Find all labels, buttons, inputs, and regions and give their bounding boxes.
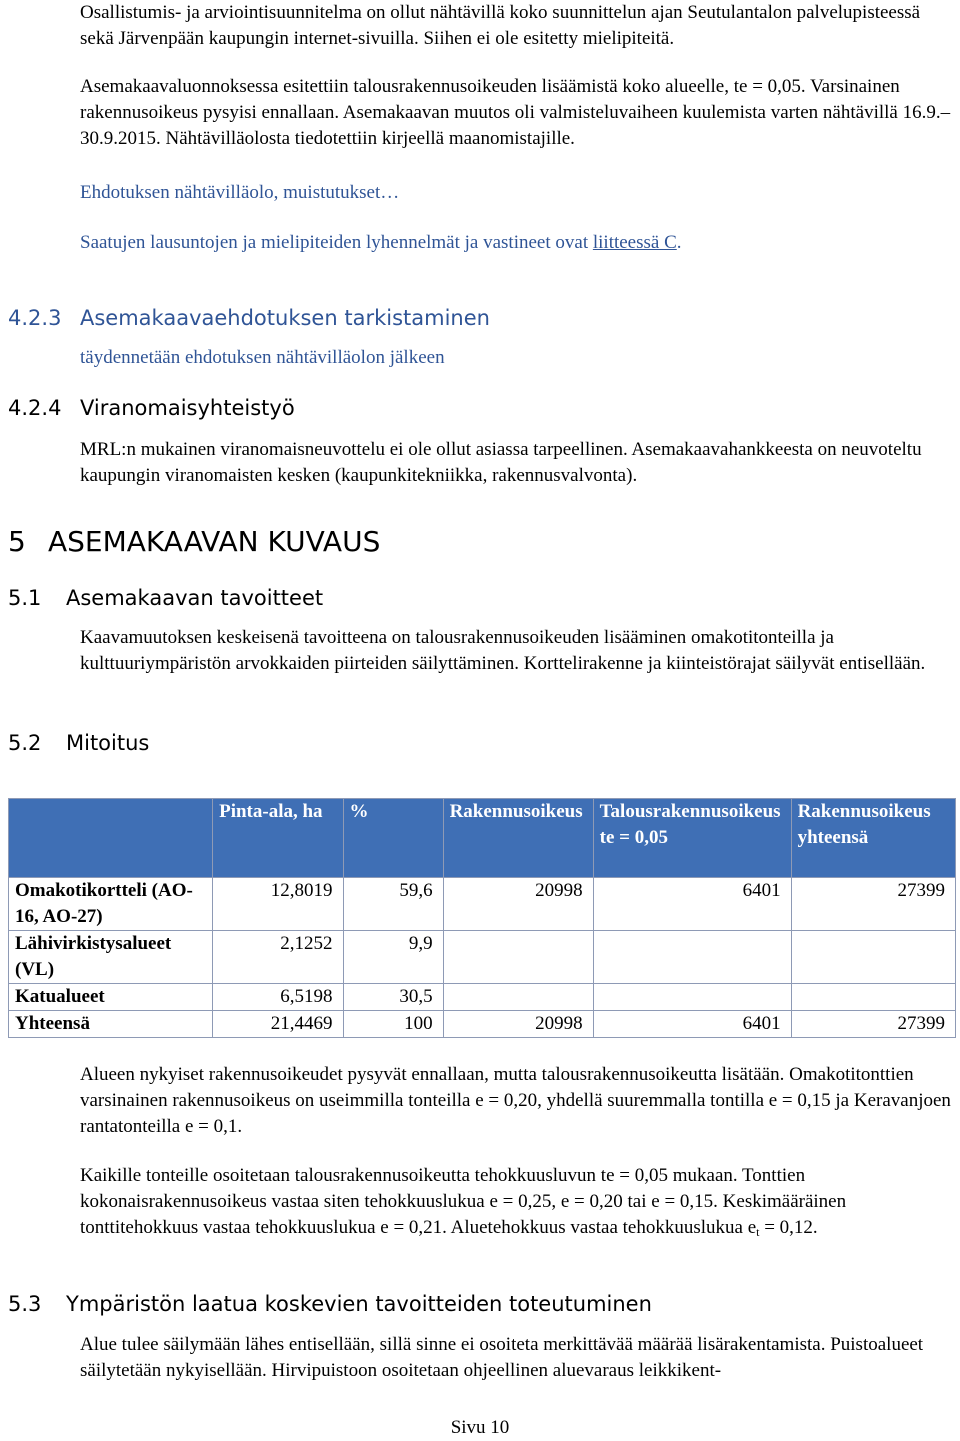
table-cell: 9,9 (343, 931, 443, 984)
intro-p2 (80, 74, 952, 152)
table-cell (593, 984, 791, 1011)
section-4-2-4-text (80, 437, 952, 489)
table-row (9, 931, 956, 984)
table-cell: 21,4469 (213, 1011, 343, 1038)
table-cell: 12,8019 (213, 878, 343, 931)
heading-4-2-3 (8, 304, 490, 332)
table-cell: 6401 (593, 878, 791, 931)
section-4-2-3-paragraph: täydennetään ehdotuksen nähtävilläolon jälkeen (80, 347, 445, 368)
heading-5-1-title: Asemakaavan tavoitteet (66, 586, 324, 610)
section-5-1-text (80, 625, 952, 677)
table-cell: 59,6 (343, 878, 443, 931)
heading-5-3 (8, 1290, 652, 1318)
heading-4-2-3-title: Asemakaavaehdotuksen tarkistaminen (80, 306, 490, 330)
subscript-t: t (756, 1225, 760, 1239)
intro-p4-text: Saatujen lausuntojen ja mielipiteiden lyhennelmät ja vastineet ovat (80, 232, 593, 253)
table-cell: 6,5198 (213, 984, 343, 1011)
table-cell (791, 931, 955, 984)
intro-paragraph-1: Osallistumis- ja arviointisuunnitelma on ollut nähtävillä koko suunnittelun ajan Seutulantalon palvelupisteessä sekä Järvenpään kaupungin internet-sivuilla. Siihen ei ole esitetty mielipiteitä. (80, 2, 921, 49)
table-cell: Yhteensä (9, 1011, 213, 1038)
heading-4-2-3-number: 4.2.3 (8, 306, 62, 330)
heading-5-2-title: Mitoitus (66, 731, 150, 755)
table-row (9, 878, 956, 931)
intro-p1 (80, 0, 952, 52)
mitoitus-table (8, 798, 956, 1038)
table-row (9, 984, 956, 1011)
page-number: Sivu 10 (450, 1417, 510, 1438)
after-table-paragraph-2 (80, 1163, 952, 1241)
heading-5-3-title: Ympäristön laatua koskevien tavoitteiden toteutuminen (66, 1292, 652, 1316)
after-table-paragraph-1: Alueen nykyiset rakennusoikeudet pysyvät ennallaan, mutta talousrakennusoikeutta lisätään. Omakotitonttien varsinainen rakennusoikeus on useimmilla tonteilla e = 0,20, yhdellä suuremmalla tontilla e = 0,15 ja Keravanjoen rantatonteilla e = 0,1. (80, 1064, 951, 1137)
table-cell: 30,5 (343, 984, 443, 1011)
table-header-cell: % (343, 799, 443, 878)
section-4-2-3-text (80, 345, 952, 371)
table-cell: Katualueet (9, 984, 213, 1011)
heading-5 (8, 524, 380, 560)
table-cell: Lähivirkistysalueet (VL) (9, 931, 213, 984)
after-table-p2-end: = 0,12. (759, 1217, 818, 1238)
table-cell: 27399 (791, 1011, 955, 1038)
table-header-cell: Rakennusoikeus yhteensä (791, 799, 955, 878)
section-5-3-paragraph: Alue tulee säilymään lähes entisellään, sillä sinne ei osoiteta merkittävää määrää lisärakentamista. Puistoalueet säilytetään nykyisellään. Hirvipuistoon osoitetaan ohjeellinen aluevaraus leikkikent- (80, 1334, 924, 1381)
intro-paragraph-3: Ehdotuksen nähtävilläolo, muistutukset… (80, 182, 400, 203)
heading-5-3-number: 5.3 (8, 1292, 42, 1316)
intro-paragraph-4 (80, 230, 952, 256)
heading-5-2-number: 5.2 (8, 731, 42, 755)
table-header-row (9, 799, 956, 878)
after-table-p2-text: Kaikille tonteille osoitetaan talousrakennusoikeutta tehokkuusluvun te = 0,05 mukaan. Tonttien kokonaisrakennusoikeus vastaa siten tehokkuuslukua e = 0,25, e = 0,20 tai e = 0,15. Keskimääräinen tonttitehokkuus vastaa tehokkuuslukua e = 0,21. Aluetehokkuus vastaa tehokkuuslukua e (80, 1165, 847, 1238)
table-cell (443, 984, 593, 1011)
intro-p4 (80, 230, 952, 256)
section-4-2-4-paragraph: MRL:n mukainen viranomaisneuvottelu ei ole ollut asiassa tarpeellinen. Asemakaavahankkeesta on neuvoteltu kaupungin viranomaisten kesken (kaupunkitekniikka, rakennusvalvonta). (80, 439, 922, 486)
table-cell: 100 (343, 1011, 443, 1038)
table-row (9, 1011, 956, 1038)
table-cell: 20998 (443, 1011, 593, 1038)
after-table-p2 (80, 1163, 952, 1241)
intro-paragraph-2: Asemakaavaluonnoksessa esitettiin talousrakennusoikeuden lisäämistä koko alueelle, te = 0,05. Varsinainen rakennusoikeus pysyisi ennallaan. Asemakaavan muutos oli valmisteluvaiheen kuulemista varten nähtävillä 16.9.–30.9.2015. Nähtävilläolosta tiedotettiin kirjeellä maanomistajille. (80, 76, 951, 149)
heading-4-2-4-number: 4.2.4 (8, 396, 62, 420)
heading-5-2 (8, 729, 149, 757)
heading-4-2-4 (8, 394, 295, 422)
table-cell: Omakotikortteli (AO-16, AO-27) (9, 878, 213, 931)
section-5-3-text (80, 1332, 952, 1384)
table-cell: 27399 (791, 878, 955, 931)
heading-5-1-number: 5.1 (8, 586, 42, 610)
intro-p4-end: . (676, 232, 682, 253)
table-header-cell: Pinta-ala, ha (213, 799, 343, 878)
table-cell (593, 931, 791, 984)
table-cell (791, 984, 955, 1011)
heading-5-number: 5 (8, 525, 26, 558)
table-header-cell: Talousrakennusoikeus te = 0,05 (593, 799, 791, 878)
table-cell: 6401 (593, 1011, 791, 1038)
heading-5-1 (8, 584, 323, 612)
table-header-cell: Rakennusoikeus (443, 799, 593, 878)
intro-p3 (80, 180, 952, 206)
liite-c-link[interactable]: liitteessä C (592, 232, 677, 253)
section-5-1-paragraph: Kaavamuutoksen keskeisenä tavoitteena on talousrakennusoikeuden lisääminen omakotitonteilla ja kulttuuriympäristön arvokkaiden piirteiden säilyttäminen. Korttelirakenne ja kiinteistörajat säilyvät entisellään. (80, 627, 926, 674)
heading-4-2-4-title: Viranomaisyhteistyö (80, 396, 295, 420)
after-table-p1 (80, 1062, 952, 1140)
table-header-cell (9, 799, 213, 878)
heading-5-title: ASEMAKAAVAN KUVAUS (48, 525, 381, 558)
table-cell (443, 931, 593, 984)
table-cell: 20998 (443, 878, 593, 931)
table-cell: 2,1252 (213, 931, 343, 984)
